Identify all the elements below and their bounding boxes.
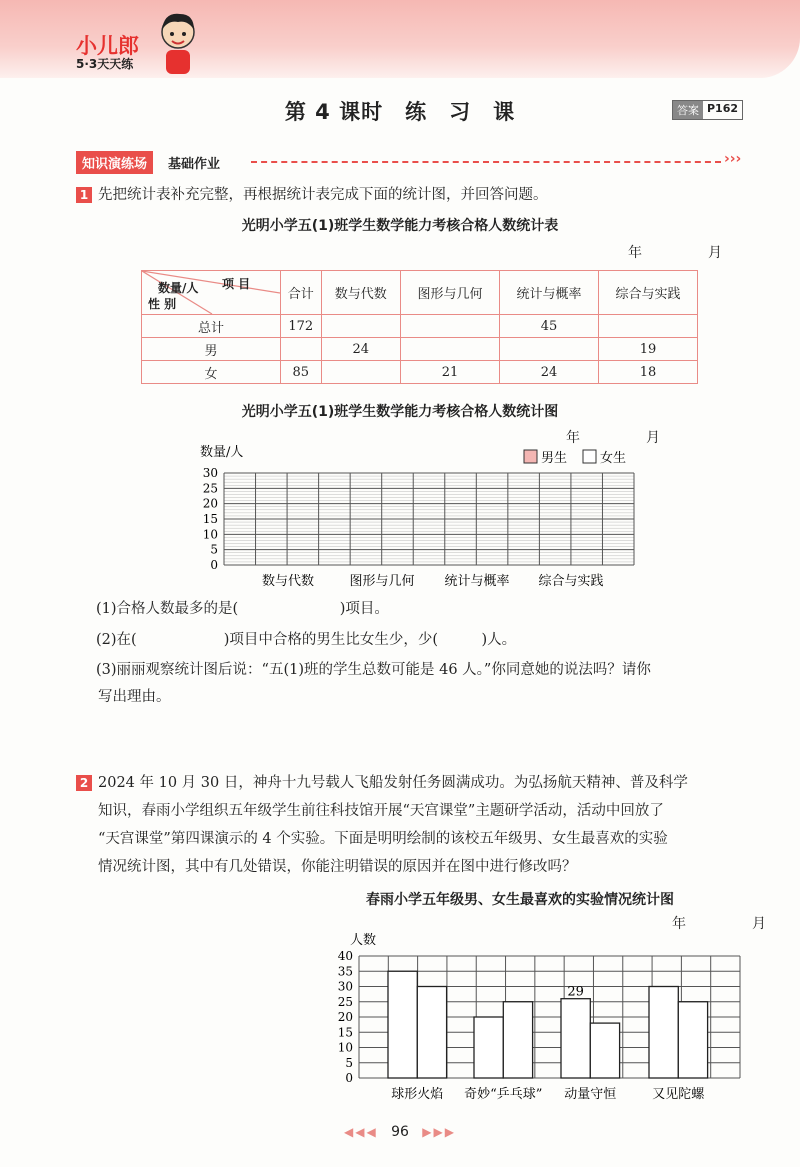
y-tick-label: 5 xyxy=(345,1055,353,1070)
section-divider xyxy=(251,161,721,163)
sub-question-1: (1)合格人数最多的是( )项目。 xyxy=(96,601,389,617)
diag-label-quantity: 数量/人 xyxy=(158,281,199,295)
question-number: 1 xyxy=(76,187,92,203)
diag-label-item: 项 目 xyxy=(222,277,251,291)
answer-page: P162 xyxy=(707,102,739,115)
question-number: 2 xyxy=(76,775,92,791)
table-header-row xyxy=(142,271,698,315)
question-text-line: 知识，春雨小学组织五年级学生前往科技馆开展“天宫课堂”主题研学活动，活动中回放了 xyxy=(98,803,664,819)
question-prompt: 先把统计表补充完整，再根据统计表完成下面的统计图，并回答问题。 xyxy=(98,187,548,203)
column-header: 合计 xyxy=(281,271,322,315)
table-row xyxy=(142,315,698,338)
sub-question-2: (2)在( )项目中合格的男生比女生少，少( )人。 xyxy=(96,632,517,648)
y-tick-label: 15 xyxy=(337,1025,353,1040)
question-text-line: “天宫课堂”第四课演示的 4 个实验。下面是明明绘制的该校五年级男、女生最喜欢的实验 xyxy=(98,831,668,847)
table-cell[interactable]: 21 xyxy=(401,361,500,384)
y-tick-label: 30 xyxy=(202,466,218,480)
section-bar xyxy=(76,150,742,172)
column-header: 图形与几何 xyxy=(401,271,500,315)
y-tick-label: 5 xyxy=(210,542,218,557)
y-tick-label: 0 xyxy=(210,558,218,572)
stat-table xyxy=(141,270,698,384)
y-tick-label: 25 xyxy=(202,481,218,496)
table-cell[interactable]: 19 xyxy=(598,338,697,361)
table-diagonal-header xyxy=(142,271,281,315)
sub-question-3-line2: 写出理由。 xyxy=(98,689,171,705)
column-header: 数与代数 xyxy=(321,271,401,315)
table-cell[interactable] xyxy=(321,361,401,384)
x-tick-label: 又见陀螺 xyxy=(652,1087,705,1102)
table-title: 光明小学五(1)班学生数学能力考核合格人数统计表 xyxy=(241,218,559,234)
row-label: 男 xyxy=(142,338,281,361)
row-label: 女 xyxy=(142,361,281,384)
section-sublabel: 基础作业 xyxy=(168,157,221,172)
next-arrows-icon: ▶▶▶ xyxy=(422,1125,456,1139)
bar xyxy=(417,987,446,1079)
table-cell[interactable]: 85 xyxy=(281,361,322,384)
x-tick-label: 数与代数 xyxy=(261,574,315,589)
table-cell[interactable] xyxy=(499,338,598,361)
page-footer xyxy=(0,1124,800,1140)
brand-subtitle: 5·3天天练 xyxy=(76,57,134,71)
x-tick-label: 动量守恒 xyxy=(564,1087,617,1102)
table-cell[interactable] xyxy=(281,338,322,361)
question-text-line: 情况统计图，其中有几处错误，你能注明错误的原因并在图中进行修改吗？ xyxy=(98,859,577,875)
table-cell[interactable]: 172 xyxy=(281,315,322,338)
mascot-illustration xyxy=(158,8,198,78)
bar xyxy=(590,1023,619,1078)
legend-label-boys: 男生 xyxy=(541,451,568,466)
answer-reference[interactable] xyxy=(672,100,743,120)
y-tick-label: 20 xyxy=(337,1010,353,1024)
table-cell[interactable] xyxy=(401,338,500,361)
table-cell[interactable] xyxy=(401,315,500,338)
page-title: 第 4 课时 练 习 课 xyxy=(284,100,516,124)
chart2 xyxy=(0,928,800,1108)
y-axis-label: 数量/人 xyxy=(200,445,244,460)
bar xyxy=(649,987,678,1079)
y-tick-label: 25 xyxy=(337,994,353,1009)
legend-swatch-boys xyxy=(524,450,537,463)
legend-swatch-girls xyxy=(583,450,596,463)
table-row xyxy=(142,338,698,361)
table-cell[interactable]: 45 xyxy=(499,315,598,338)
bar xyxy=(561,999,590,1078)
prev-arrows-icon: ◀◀◀ xyxy=(344,1125,378,1139)
table-row xyxy=(142,361,698,384)
chart2-title: 春雨小学五年级男、女生最喜欢的实验情况统计图 xyxy=(366,892,674,908)
table-date: 年 月 xyxy=(628,245,748,261)
table-cell[interactable]: 18 xyxy=(598,361,697,384)
answer-label: 答案 xyxy=(673,101,703,119)
brand-logo: 小儿郎 xyxy=(76,34,139,58)
bar xyxy=(474,1017,503,1078)
x-tick-label: 奇妙“乒乓球” xyxy=(464,1087,543,1102)
legend-label-girls: 女生 xyxy=(600,451,627,466)
x-tick-label: 图形与几何 xyxy=(349,574,415,589)
table-cell[interactable] xyxy=(321,315,401,338)
y-tick-label: 30 xyxy=(337,979,353,994)
table-cell[interactable]: 24 xyxy=(499,361,598,384)
chart1-title: 光明小学五(1)班学生数学能力考核合格人数统计图 xyxy=(241,404,559,420)
y-tick-label: 10 xyxy=(337,1040,353,1055)
chart1 xyxy=(0,445,800,590)
y-tick-label: 20 xyxy=(202,496,218,511)
chart2-date: 年 月 xyxy=(672,916,792,932)
x-tick-label: 统计与概率 xyxy=(444,574,510,589)
page-number: 96 xyxy=(391,1124,409,1140)
column-header: 综合与实践 xyxy=(598,271,697,315)
chart1-date: 年 月 xyxy=(566,430,686,446)
bar xyxy=(678,1002,707,1078)
y-tick-label: 0 xyxy=(345,1071,353,1085)
question-text-line: 2024 年 10 月 30 日，神舟十九号载人飞船发射任务圆满成功。为弘扬航天精神、普及科学 xyxy=(98,775,688,791)
data-label: 29 xyxy=(567,984,584,1000)
y-tick-label: 40 xyxy=(337,949,353,963)
row-label: 总计 xyxy=(142,315,281,338)
y-axis-label: 人数 xyxy=(350,933,377,948)
table-cell[interactable]: 24 xyxy=(321,338,401,361)
y-tick-label: 10 xyxy=(202,527,218,542)
diag-label-gender: 性 别 xyxy=(148,297,177,311)
section-label: 知识演练场 xyxy=(76,151,153,174)
section-arrow-icon: ››› xyxy=(724,151,742,167)
x-tick-label: 综合与实践 xyxy=(538,574,604,589)
bar xyxy=(503,1002,532,1078)
sub-question-3-line1: (3)丽丽观察统计图后说：“五(1)班的学生总数可能是 46 人。”你同意她的说法吗？请你 xyxy=(96,662,651,678)
column-header: 统计与概率 xyxy=(499,271,598,315)
x-tick-label: 球形火焰 xyxy=(391,1087,444,1102)
y-tick-label: 15 xyxy=(202,512,218,526)
bar xyxy=(388,971,417,1078)
y-tick-label: 35 xyxy=(337,964,353,979)
table-cell[interactable] xyxy=(598,315,697,338)
